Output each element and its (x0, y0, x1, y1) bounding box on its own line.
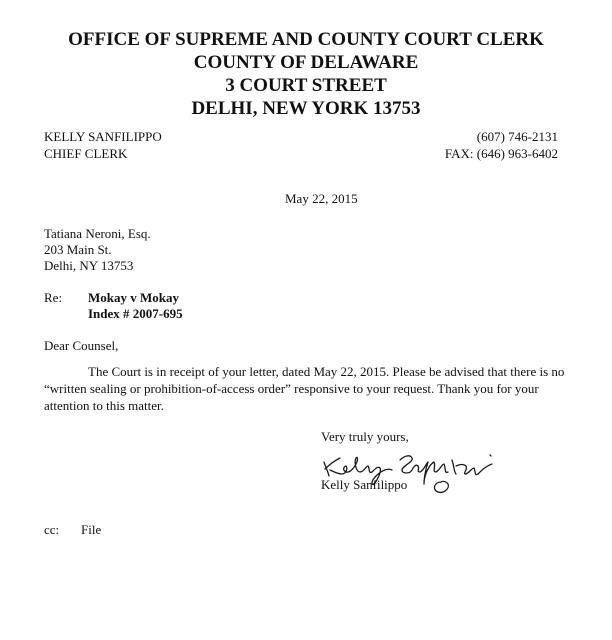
body-text: The Court is in receipt of your letter, dated May 22, 2015. Please be advised that there is no “written sealing or prohibition-of-access order” responsive to your request. Thank you for your attention to this matter. (44, 364, 565, 413)
recipient-city: Delhi, NY 13753 (44, 258, 134, 273)
letterhead-line-1: OFFICE OF SUPREME AND COUNTY COURT CLERK (68, 29, 544, 50)
sender-name: KELLY SANFILIPPO (44, 129, 162, 144)
letterhead-line-2: COUNTY OF DELAWARE (193, 52, 419, 73)
recipient-name: Tatiana Neroni, Esq. (44, 226, 151, 241)
re-index: Index # 2007-695 (88, 306, 183, 321)
re-case: Mokay v Mokay (88, 290, 179, 305)
salutation: Dear Counsel, (44, 338, 119, 353)
sender-phone: (607) 746-2131 (476, 129, 558, 144)
sender-title: CHIEF CLERK (44, 146, 128, 161)
letterhead-line-4: DELHI, NEW YORK 13753 (191, 98, 421, 119)
cc-value: File (81, 522, 102, 537)
re-label: Re: (44, 290, 63, 305)
letterhead-line-3: 3 COURT STREET (225, 75, 387, 96)
recipient-street: 203 Main St. (44, 242, 112, 257)
body-paragraph (44, 363, 576, 414)
sender-fax: FAX: (646) 963-6402 (444, 146, 558, 161)
cc-label: cc: (44, 522, 60, 537)
closing: Very truly yours, (321, 429, 409, 444)
letter-date: May 22, 2015 (285, 191, 358, 206)
signature-name: Kelly Sanfilippo (321, 477, 408, 492)
